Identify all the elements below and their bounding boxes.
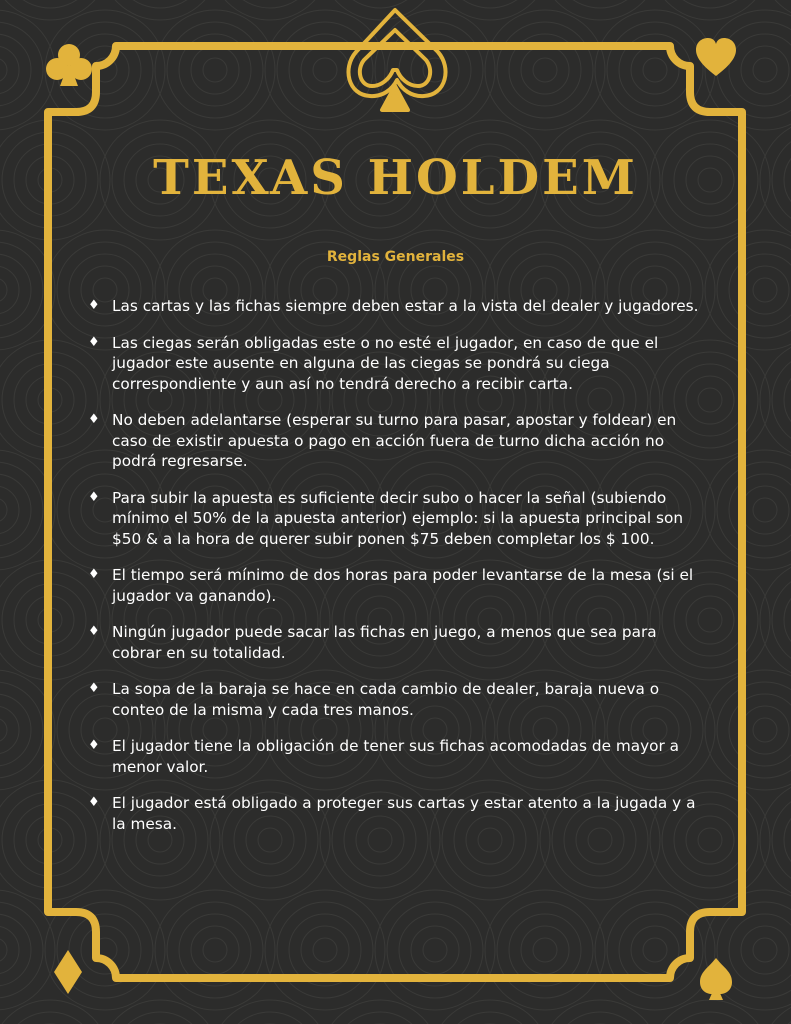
- diamond-icon: [54, 950, 82, 994]
- diamond-bullet-icon: ♦: [88, 334, 100, 350]
- spade-outline-icon: [348, 10, 445, 110]
- rule-item: [88, 333, 710, 395]
- section-subtitle: Reglas Generales: [326, 249, 465, 265]
- rule-text: El tiempo será mínimo de dos horas para poder levantarse de la mesa (si el jugador va ganando).: [112, 566, 694, 605]
- rule-text: La sopa de la baraja se hace en cada cambio de dealer, baraja nueva o conteo de la misma y cada tres manos.: [112, 680, 660, 719]
- diamond-bullet-icon: ♦: [88, 412, 100, 427]
- rule-text: Para subir la apuesta es suficiente decir subo o hacer la señal (subiendo mínimo el 50% de la apuesta anterior) ejemplo: si la apuesta principal son $50 & a la hora de querer subir ponen $75 deben completar los $ 100.: [112, 488, 684, 548]
- rule-text: Las cartas y las fichas siempre deben estar a la vista del dealer y jugadores.: [112, 297, 699, 315]
- rule-item: [88, 736, 710, 777]
- diamond-bullet-icon: ♦: [88, 795, 100, 810]
- rule-text: El jugador tiene la obligación de tener sus fichas acomodadas de mayor a menor valor.: [112, 737, 680, 776]
- rule-text: No deben adelantarse (esperar su turno para pasar, apostar y foldear) en caso de existir apuesta o pago en acción fuera de turno dicha acción no podrá regresarse.: [112, 411, 677, 470]
- diamond-bullet-icon: ♦: [88, 567, 100, 582]
- rule-text: Las ciegas serán obligadas este o no esté el jugador, en caso de que el jugador este ausente en alguna de las ciegas se pondrá su ciega correspondiente y aun así no tendrá derecho a recibir carta.: [112, 333, 659, 393]
- rule-text: Ningún jugador puede sacar las fichas en juego, a menos que sea para cobrar en su totalidad.: [112, 623, 657, 662]
- rule-item: [88, 410, 710, 472]
- rules-list: [88, 296, 710, 850]
- rule-item: [88, 565, 710, 606]
- page-title: TEXAS HOLDEM: [153, 150, 638, 206]
- rule-item: [88, 793, 710, 834]
- rule-item: [88, 622, 710, 663]
- rule-item: [88, 679, 710, 720]
- club-icon: [46, 44, 92, 86]
- diamond-bullet-icon: ♦: [88, 681, 100, 696]
- rule-item: [88, 488, 710, 550]
- diamond-bullet-icon: ♦: [88, 738, 100, 753]
- diamond-bullet-icon: ♦: [88, 624, 100, 639]
- diamond-bullet-icon: ♦: [88, 489, 100, 505]
- rule-item: [88, 296, 710, 317]
- heart-icon: [696, 38, 736, 76]
- diamond-bullet-icon: ♦: [88, 298, 100, 313]
- rule-text: El jugador está obligado a proteger sus cartas y estar atento a la jugada y a la mesa.: [112, 794, 696, 833]
- spade-icon: [700, 958, 732, 1000]
